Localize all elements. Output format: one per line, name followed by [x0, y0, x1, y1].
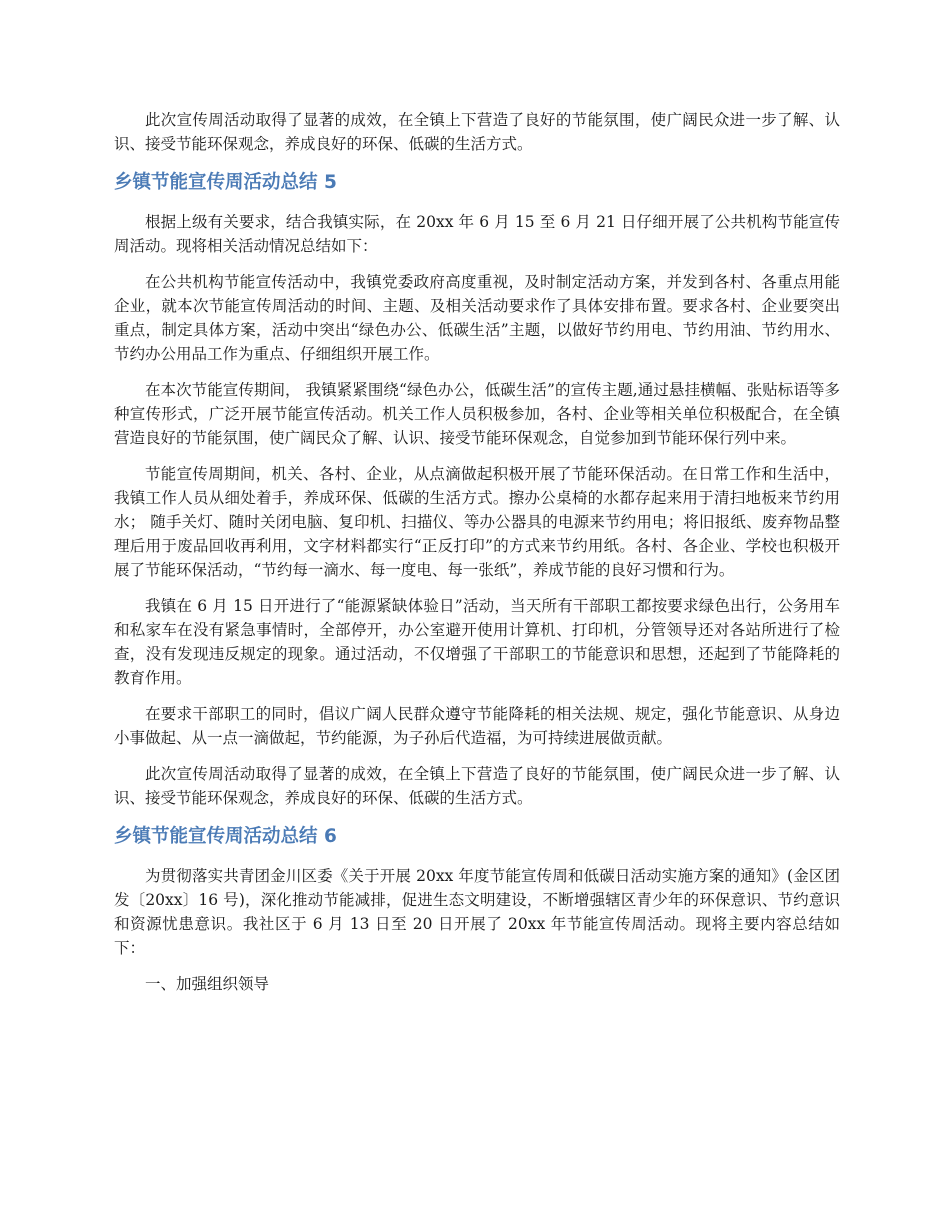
section-5-paragraph: 此次宣传周活动取得了显著的成效，在全镇上下营造了良好的节能氛围，使广阔民众进一步了解、认识、接受节能环保观念，养成良好的环保、低碳的生活方式。	[114, 765, 840, 807]
section-6-heading: 乡镇节能宣传周活动总结 6	[114, 826, 337, 847]
paragraph-intro: 此次宣传周活动取得了显著的成效，在全镇上下营造了良好的节能氛围，使广阔民众进一步了解、认识、接受节能环保观念，养成良好的环保、低碳的生活方式。	[114, 111, 840, 153]
section-5-paragraph: 我镇在 6 月 15 日开进行了“能源紧缺体验日”活动，当天所有干部职工都按要求绿色出行，公务用车和私家车在没有紧急事情时，全部停开，办公室避开使用计算机、打印机，分管领导还对各站所进行了检查，没有发现违反规定的现象。通过活动，不仅增强了干部职工的节能意识和思想，还起到了节能降耗的教育作用。	[114, 597, 840, 687]
section-6-subheading: 一、加强组织领导	[145, 975, 270, 993]
section-5-paragraph: 根据上级有关要求，结合我镇实际，在 20xx 年 6 月 15 至 6 月 21 日仔细开展了公共机构节能宣传周活动。现将相关活动情况总结如下：	[114, 213, 840, 255]
section-6-paragraph: 为贯彻落实共青团金川区委《关于开展 20xx 年度节能宣传周和低碳日活动实施方案的通知》(金区团发〔20xx〕16 号)，深化推动节能减排，促进生态文明建设，不断增强辖区青少年的环保意识、节约意识和资源忧患意识。我社区于 6 月 13 日至 20 日开展了 20xx 年节能宣传周活动。现将主要内容总结如下：	[114, 867, 840, 957]
section-5-paragraph: 在本次节能宣传期间， 我镇紧紧围绕“绿色办公，低碳生活”的宣传主题,通过悬挂横幅、张贴标语等多种宣传形式，广泛开展节能宣传活动。机关工作人员积极参加，各村、企业等相关单位积极配合，在全镇营造良好的节能氛围，使广阔民众了解、认识、接受节能环保观念，自觉参加到节能环保行列中来。	[114, 381, 840, 447]
section-5-paragraph: 在要求干部职工的同时，倡议广阔人民群众遵守节能降耗的相关法规、规定，强化节能意识、从身边小事做起、从一点一滴做起，节约能源，为子孙后代造福，为可持续进展做贡献。	[114, 705, 840, 747]
section-5-paragraph: 在公共机构节能宣传活动中，我镇党委政府高度重视，及时制定活动方案，并发到各村、各重点用能企业，就本次节能宣传周活动的时间、主题、及相关活动要求作了具体安排布置。要求各村、企业要突出重点，制定具体方案，活动中突出“绿色办公、低碳生活”主题，以做好节约用电、节约用油、节约用水、节约办公用品工作为重点、仔细组织开展工作。	[114, 273, 840, 363]
section-5-paragraph: 节能宣传周期间，机关、各村、企业，从点滴做起积极开展了节能环保活动。在日常工作和生活中，我镇工作人员从细处着手，养成环保、低碳的生活方式。擦办公桌椅的水都存起来用于清扫地板来节约用水； 随手关灯、随时关闭电脑、复印机、扫描仪、等办公器具的电源来节约用电；将旧报纸、废弃物品整理后用于废品回收再利用，文字材料都实行“正反打印”的方式来节约用纸。各村、各企业、学校也积极开展了节能环保活动，“节约每一滴水、每一度电、每一张纸”，养成节能的良好习惯和行为。	[114, 465, 840, 579]
document-body	[114, 108, 840, 1008]
section-5-heading: 乡镇节能宣传周活动总结 5	[114, 172, 337, 193]
